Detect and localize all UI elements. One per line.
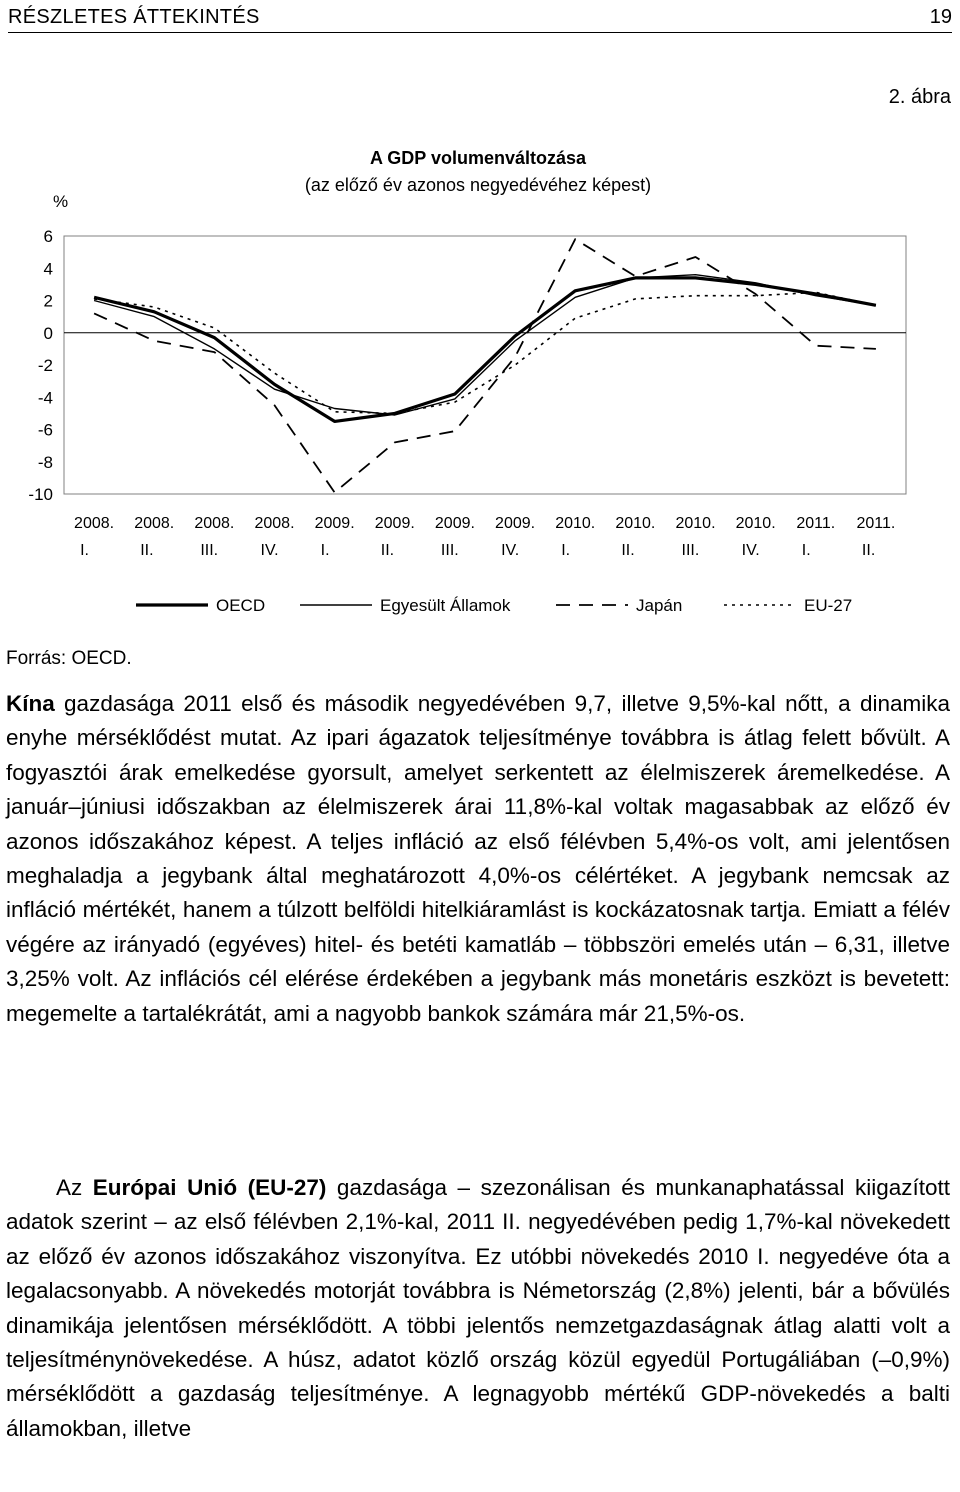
- running-header: [8, 4, 952, 33]
- x-tick-year: 2009.: [495, 515, 536, 532]
- legend-label: EU-27: [804, 596, 853, 615]
- x-tick-quarter: II.: [140, 542, 154, 559]
- y-tick-label: -10: [28, 485, 53, 504]
- gdp-line-chart: [0, 130, 960, 640]
- series-line-eu-27: [94, 292, 876, 413]
- chart-subtitle: (az előző év azonos negyedévéhez képest): [304, 175, 652, 195]
- y-tick-label: -8: [37, 452, 53, 472]
- x-tick-quarter: IV.: [501, 542, 520, 559]
- x-tick-year: 2009.: [374, 515, 415, 532]
- y-tick-label: 6: [43, 227, 53, 246]
- legend-label: Japán: [636, 596, 683, 615]
- x-tick-quarter: IV.: [741, 542, 760, 559]
- x-tick-quarter: II.: [621, 542, 635, 559]
- eu-bold-term: Európai Unió (EU-27): [92, 1175, 327, 1200]
- x-tick-year: 2008.: [254, 515, 295, 532]
- x-tick-year: 2008.: [194, 515, 235, 532]
- x-tick-year: 2010.: [615, 515, 656, 532]
- x-tick-quarter: II.: [380, 542, 395, 559]
- chart-source: Forrás: OECD.: [6, 648, 132, 669]
- x-tick-year: 2009.: [314, 515, 355, 532]
- china-text: gazdasága 2011 első és második negyedévében 9,7, illetve 9,5%-kal nőtt, a dinamika enyhe mérséklődést mutat. Az ipari ágazatok teljesítménye továbbra is átlag felett bővült. A fogyasztói árak emelkedése gyorsult, amelyet serkentett az élelmiszerek áremelkedése. A január–júniusi időszakban az élelmiszerek árai 11,8%-kal voltak magasabbak az előző év azonos időszakához képest. A teljes infláció az első félévben 5,4%-os volt, ami jelentősen meghaladja a jegybank által meghatározott 4,0%-os célértéket. A jegybank nemcsak az infláció mértékét, hanem a túlzott belföldi hitelkiáramlást is kockázatosnak tartja. Emiatt a félév végére az irányadó (egyéves) hitel- és betéti kamatláb – többszöri emelés után – 6,31, illetve 3,25% volt. Az inflációs cél elérése érdekében a jegybank más monetáris eszközt is bevetett: megemelte a tartalékrátát, ami a nagyobb bankok számára már 21,5%-os.: [6, 691, 950, 1026]
- x-tick-year: 2011.: [796, 515, 836, 532]
- paragraph-eu: [6, 1171, 950, 1446]
- china-bold-term: Kína: [6, 691, 55, 716]
- x-tick-quarter: I.: [801, 542, 811, 559]
- eu-lead: Az: [56, 1175, 93, 1200]
- y-tick-label: 4: [43, 259, 53, 279]
- x-tick-year: 2010.: [735, 515, 776, 532]
- x-tick-quarter: I.: [80, 542, 89, 559]
- x-tick-quarter: III.: [440, 542, 459, 559]
- x-tick-quarter: III.: [200, 542, 219, 559]
- eu-text: gazdasága – szezonálisan és munkanaphatással kiigazított adatok szerint – az első félévben 2,1%-kal, 2011 II. negyedévében pedig 1,7%-kal növekedett az előző év azonos időszakához viszonyítva. Ez utóbbi növekedés 2010 I. negyedéve óta a legalacsonyabb. A növekedés motorját továbbra is Németország (2,8%) jelenti, bár a bővülés dinamikája jelentősen mérséklődött. A többi jelentős nemzetgazdaságnak átlag alatti volt a teljesítménynövekedése. A húsz, adatot közlő ország közül egyedül Portugáliában (–0,9%) mérséklődött a gazdaság teljesítménye. A legnagyobb mértékű GDP-növekedés a balti államokban, illetve: [6, 1175, 950, 1441]
- x-tick-year: 2008.: [74, 515, 115, 532]
- x-tick-quarter: IV.: [260, 542, 279, 559]
- x-tick-quarter: I.: [561, 542, 571, 559]
- x-tick-quarter: III.: [681, 542, 700, 559]
- legend-label: Egyesült Államok: [380, 596, 511, 615]
- series-line-oecd: [94, 278, 876, 422]
- x-tick-year: 2010.: [555, 515, 596, 532]
- y-tick-label: -6: [37, 420, 53, 440]
- section-title: RÉSZLETES ÁTTEKINTÉS: [8, 6, 260, 28]
- y-tick-label: 2: [43, 291, 53, 311]
- figure-label: 2. ábra: [888, 86, 951, 108]
- y-axis-unit: %: [53, 192, 69, 211]
- y-tick-label: 0: [43, 323, 53, 343]
- x-tick-year: 2011.: [856, 515, 896, 532]
- x-tick-year: 2009.: [434, 515, 475, 532]
- x-tick-quarter: I.: [320, 542, 330, 559]
- series-line-egyes-lt-llamok: [94, 275, 876, 415]
- y-tick-label: -2: [37, 356, 53, 375]
- chart-title: A GDP volumenváltozása: [369, 148, 587, 168]
- paragraph-china: [6, 687, 950, 1031]
- page-number: 19: [929, 6, 952, 28]
- legend-label: OECD: [216, 596, 266, 615]
- y-tick-label: -4: [37, 388, 53, 408]
- x-tick-year: 2010.: [675, 515, 716, 532]
- x-tick-year: 2008.: [134, 515, 175, 532]
- x-tick-quarter: II.: [861, 542, 876, 559]
